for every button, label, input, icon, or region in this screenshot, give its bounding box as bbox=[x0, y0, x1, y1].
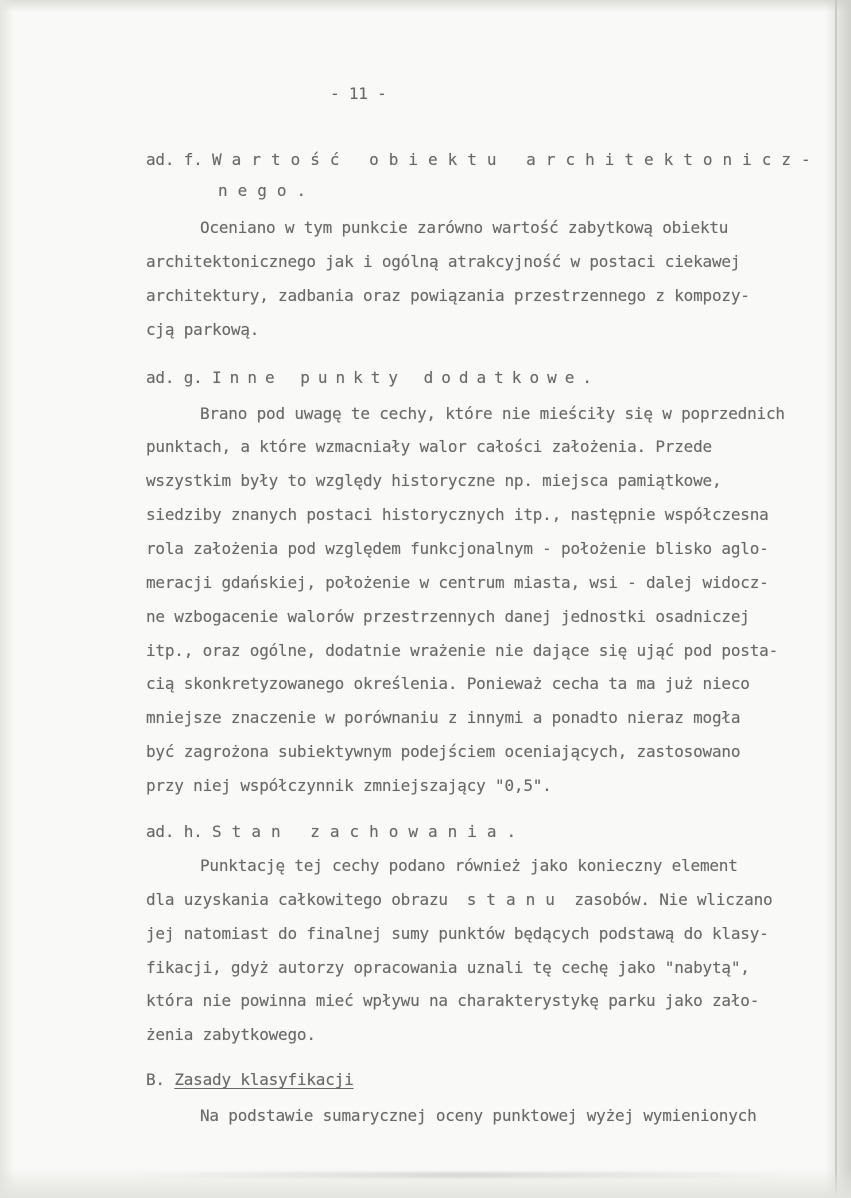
section-f-line: Oceniano w tym punkcie zarówno wartość zabytkową obiektu bbox=[200, 218, 729, 237]
section-g-line: przy niej współczynnik zmniejszający "0,5". bbox=[146, 776, 552, 795]
scan-edge-left bbox=[0, 0, 14, 1198]
section-g-title: Inne punkty dodatkowe. bbox=[212, 368, 600, 387]
section-b-line: Na podstawie sumarycznej oceny punktowej wyżej wymienionych bbox=[200, 1106, 757, 1125]
section-h-title: Stan zachowania. bbox=[212, 822, 527, 841]
section-g-line: itp., oraz ogólne, dodatnie wrażenie nie dające się ująć pod posta- bbox=[146, 641, 778, 660]
scan-edge-right bbox=[825, 0, 851, 1198]
section-g-line: rola założenia pod względem funkcjonalnym - położenie blisko aglo- bbox=[146, 539, 769, 558]
section-h-prefix: ad. h. bbox=[146, 822, 203, 841]
section-h-line: żenia zabytkowego. bbox=[146, 1025, 316, 1044]
scan-edge-right-line bbox=[835, 0, 837, 1198]
section-b-heading bbox=[146, 1070, 354, 1090]
section-g-line: być zagrożona subiektywnym podejściem oceniających, zastosowano bbox=[146, 742, 741, 761]
section-h-heading bbox=[146, 822, 526, 842]
section-f-line: cją parkową. bbox=[146, 320, 260, 339]
section-b-prefix: B. bbox=[146, 1070, 165, 1089]
section-f-prefix: ad. f. bbox=[146, 150, 203, 169]
section-f-line: architektury, zadbania oraz powiązania przestrzennego z kompozy- bbox=[146, 286, 750, 305]
section-g-line: ne wzbogacenie walorów przestrzennych danej jednostki osadniczej bbox=[146, 607, 750, 626]
section-h-line: fikacji, gdyż autorzy opracowania uznali tę cechę jako "nabytą", bbox=[146, 958, 750, 977]
section-g-line: mniejsze znaczenie w porównaniu z innymi a ponadto nieraz mogła bbox=[146, 708, 741, 727]
bottom-smudge bbox=[140, 1172, 780, 1178]
section-h-line-mixed bbox=[146, 890, 772, 910]
section-f-title-line1: Wartość obiektu architektonicz- bbox=[212, 150, 821, 169]
section-h-line: Punktację tej cechy podano również jako konieczny element bbox=[200, 856, 738, 875]
section-g-prefix: ad. g. bbox=[146, 368, 203, 387]
section-g-line: siedziby znanych postaci historycznych itp., następnie współczesna bbox=[146, 505, 769, 524]
section-b-title: Zasady klasyfikacji bbox=[174, 1070, 354, 1089]
page-number: - 11 - bbox=[330, 84, 387, 103]
section-g-line: wszystkim były to względy historyczne np. miejsca pamiątkowe, bbox=[146, 471, 722, 490]
section-h-line: jej natomiast do finalnej sumy punktów będących podstawą do klasy- bbox=[146, 924, 769, 943]
section-h-spaced-word: stanu bbox=[466, 890, 565, 909]
section-h-line: która nie powinna mieć wpływu na charakterystykę parku jako zało- bbox=[146, 991, 760, 1010]
section-g-line: meracji gdańskiej, położenie w centrum miasta, wsi - dalej widocz- bbox=[146, 573, 769, 592]
section-g-line: cią skonkretyzowanego określenia. Ponieważ cecha ta ma już nieco bbox=[146, 674, 750, 693]
section-f-line: architektonicznego jak i ogólną atrakcyjność w postaci ciekawej bbox=[146, 252, 741, 271]
section-h-line2-after: zasobów. Nie wliczano bbox=[574, 890, 773, 909]
section-h-line2-before: dla uzyskania całkowitego obrazu bbox=[146, 890, 448, 909]
section-f-title-line2: nego. bbox=[218, 181, 317, 200]
scan-edge-top bbox=[0, 0, 851, 12]
section-g-line: Brano pod uwagę te cechy, które nie mieściły się w poprzednich bbox=[200, 404, 785, 423]
section-g-heading bbox=[146, 368, 600, 388]
section-g-line: punktach, a które wzmacniały walor całości założenia. Przede bbox=[146, 437, 712, 456]
section-f-heading bbox=[146, 150, 821, 170]
